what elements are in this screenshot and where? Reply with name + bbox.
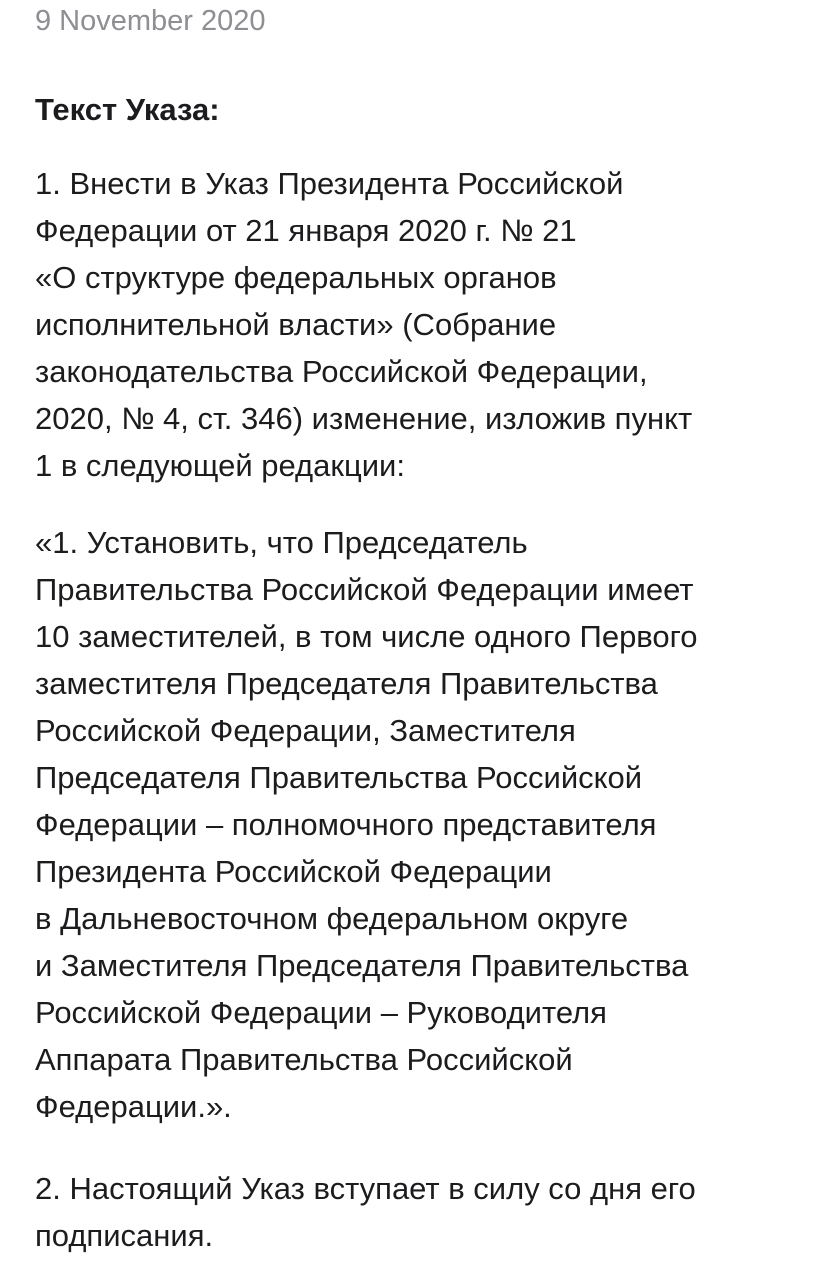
paragraph-line: «О структуре федеральных органов bbox=[35, 260, 557, 295]
paragraph-line: Российской Федерации – Руководителя bbox=[35, 995, 607, 1030]
paragraph-line: в Дальневосточном федеральном округе bbox=[35, 901, 629, 936]
paragraph-line: 10 заместителей, в том числе одного Первого bbox=[35, 619, 698, 654]
paragraph-line: и Заместителя Председателя Правительства bbox=[35, 948, 689, 983]
paragraph-line: Российской Федерации, Заместителя bbox=[35, 713, 576, 748]
paragraph-line: Федерации.». bbox=[35, 1089, 232, 1124]
paragraph-line: Аппарата Правительства Российской bbox=[35, 1042, 573, 1077]
paragraph-line: Председателя Правительства Российской bbox=[35, 760, 643, 795]
paragraph-line: Федерации – полномочного представителя bbox=[35, 807, 657, 842]
paragraph-item-1 bbox=[35, 160, 692, 489]
paragraph-line: подписания. bbox=[35, 1218, 214, 1253]
paragraph-line: «1. Установить, что Председатель bbox=[35, 525, 528, 560]
paragraph-line: 1 в следующей редакции: bbox=[35, 448, 405, 483]
paragraph-line: Федерации от 21 января 2020 г. № 21 bbox=[35, 213, 577, 248]
paragraph-line: Правительства Российской Федерации имеет bbox=[35, 572, 694, 607]
paragraph-line: заместителя Председателя Правительства bbox=[35, 666, 658, 701]
paragraph-line: исполнительной власти» (Собрание bbox=[35, 307, 557, 342]
paragraph-line: 2. Настоящий Указ вступает в силу со дня его bbox=[35, 1171, 696, 1206]
paragraph-line: законодательства Российской Федерации, bbox=[35, 354, 648, 389]
post-heading: Текст Указа: bbox=[35, 92, 220, 127]
paragraph-line: 2020, № 4, ст. 346) изменение, изложив пункт bbox=[35, 401, 693, 436]
paragraph-new-wording bbox=[35, 519, 698, 1130]
paragraph-item-2 bbox=[35, 1165, 696, 1259]
post-date: 9 November 2020 bbox=[35, 5, 266, 37]
paragraph-line: 1. Внести в Указ Президента Российской bbox=[35, 166, 624, 201]
paragraph-line: Президента Российской Федерации bbox=[35, 854, 552, 889]
